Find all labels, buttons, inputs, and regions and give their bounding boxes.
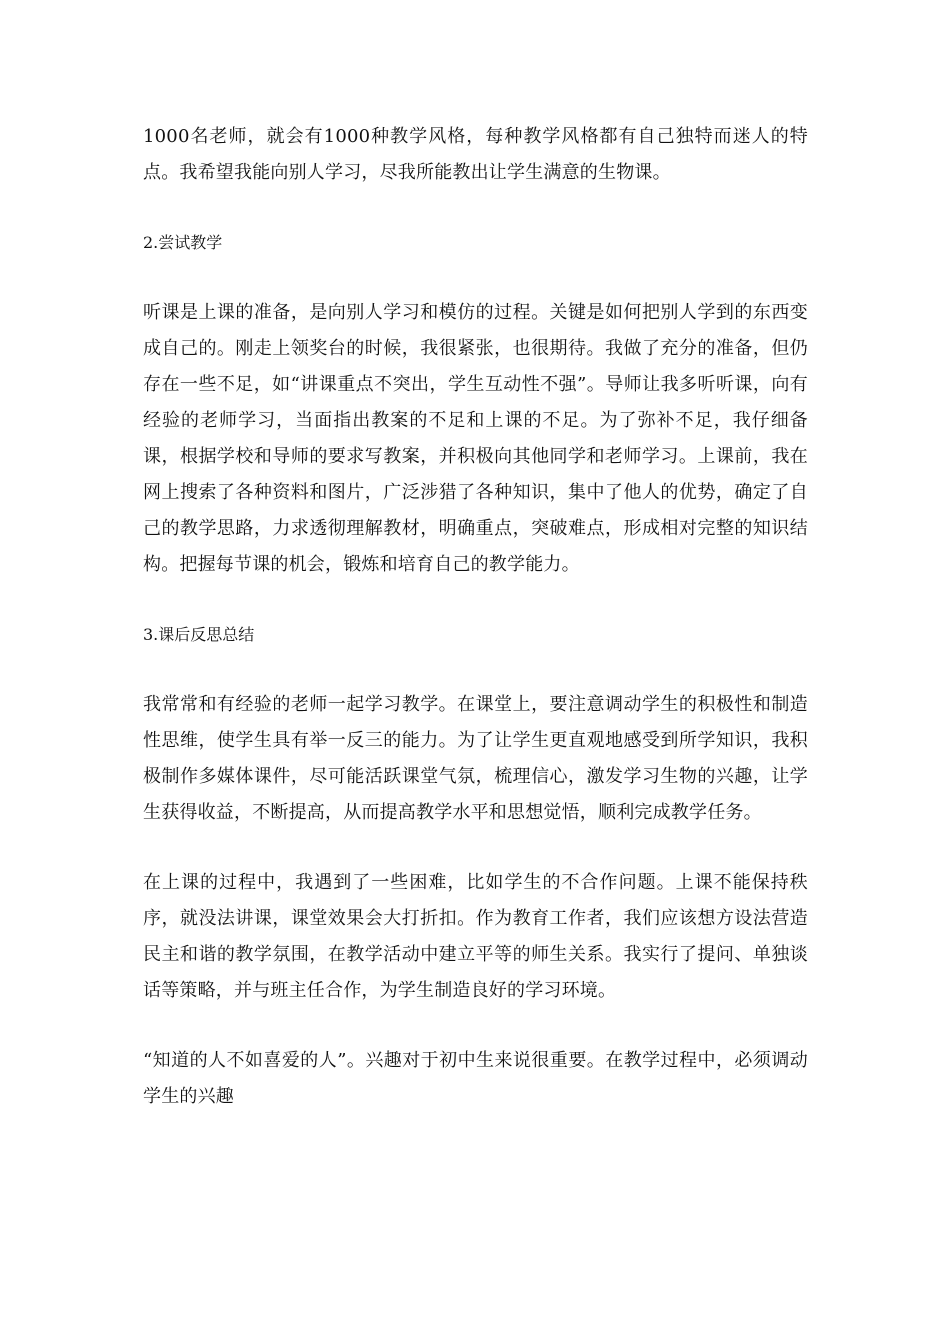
paragraph-interest: “知道的人不如喜爱的人”。兴趣对于初中生来说很重要。在教学过程中，必须调动学生的兴趣	[143, 1050, 808, 1107]
section-heading-reflection: 3.课后反思总结	[143, 625, 255, 644]
paragraph-reflection-1: 我常常和有经验的老师一起学习教学。在课堂上，要注意调动学生的积极性和制造性思维，使学生具有举一反三的能力。为了让学生更直观地感受到所学知识，我积极制作多媒体课件，尽可能活跃课堂气氛，梳理信心，激发学习生物的兴趣，让学生获得收益，不断提高，从而提高教学水平和思想觉悟，顺利完成教学任务。	[143, 694, 808, 823]
paragraph-intro-continued: 1000名老师，就会有1000种教学风格，每种教学风格都有自己独特而迷人的特点。我希望我能向别人学习，尽我所能教出让学生满意的生物课。	[143, 126, 808, 183]
document-body	[143, 119, 808, 1149]
paragraph-try-teaching: 听课是上课的准备，是向别人学习和模仿的过程。关键是如何把别人学到的东西变成自己的。刚走上领奖台的时候，我很紧张，也很期待。我做了充分的准备，但仍存在一些不足，如“讲课重点不突出，学生互动性不强”。导师让我多听听课，向有经验的老师学习，当面指出教案的不足和上课的不足。为了弥补不足，我仔细备课，根据学校和导师的要求写教案，并积极向其他同学和老师学习。上课前，我在网上搜索了各种资料和图片，广泛涉猎了各种知识，集中了他人的优势，确定了自己的教学思路，力求透彻理解教材，明确重点，突破难点，形成相对完整的知识结构。把握每节课的机会，锻炼和培育自己的教学能力。	[143, 302, 808, 575]
section-heading-try-teaching: 2.尝试教学	[143, 233, 223, 252]
paragraph-reflection-2: 在上课的过程中，我遇到了一些困难，比如学生的不合作问题。上课不能保持秩序，就没法讲课，课堂效果会大打折扣。作为教育工作者，我们应该想方设法营造民主和谐的教学氛围，在教学活动中建立平等的师生关系。我实行了提问、单独谈话等策略，并与班主任合作，为学生制造良好的学习环境。	[143, 872, 808, 1001]
